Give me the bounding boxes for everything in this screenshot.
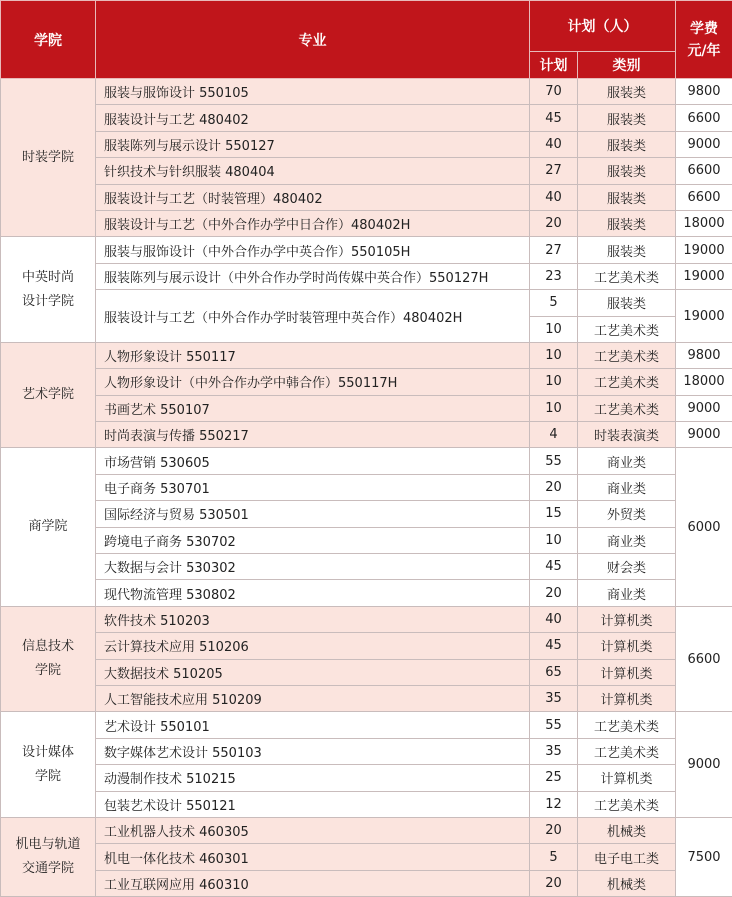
table-row	[1, 210, 732, 236]
table-row	[1, 395, 732, 421]
fee-cell: 6600	[676, 184, 732, 210]
plan-count-cell: 15	[530, 501, 578, 527]
table-row	[1, 422, 732, 448]
table-row	[1, 105, 732, 131]
fee-cell: 18000	[676, 369, 732, 395]
major-cell: 云计算技术应用 510206	[96, 633, 530, 659]
major-cell: 人物形象设计 550117	[96, 342, 530, 368]
table-row	[1, 817, 732, 843]
plan-count-cell: 10	[530, 316, 578, 342]
plan-count-cell: 20	[530, 870, 578, 896]
college-cell	[1, 606, 96, 712]
plan-count-cell: 10	[530, 369, 578, 395]
fee-cell: 6000	[676, 448, 732, 606]
fee-cell: 9800	[676, 79, 732, 105]
table-body	[1, 79, 732, 897]
plan-count-cell: 35	[530, 685, 578, 711]
college-cell	[1, 448, 96, 606]
table-row	[1, 870, 732, 896]
plan-count-cell: 27	[530, 237, 578, 263]
plan-count-cell: 55	[530, 712, 578, 738]
major-cell: 跨境电子商务 530702	[96, 527, 530, 553]
major-cell: 艺术设计 550101	[96, 712, 530, 738]
major-cell: 时尚表演与传播 550217	[96, 422, 530, 448]
fee-header-line2: 元/年	[676, 40, 732, 62]
category-header: 类别	[578, 52, 676, 79]
category-cell: 工艺美术类	[578, 712, 676, 738]
college-name-line: 中英时尚	[1, 266, 95, 290]
category-cell: 外贸类	[578, 501, 676, 527]
fee-header-line1: 学费	[676, 18, 732, 40]
table-row	[1, 712, 732, 738]
fee-cell: 9000	[676, 422, 732, 448]
major-cell: 机电一体化技术 460301	[96, 844, 530, 870]
category-cell: 工艺美术类	[578, 316, 676, 342]
category-cell: 工艺美术类	[578, 263, 676, 289]
major-cell: 人物形象设计（中外合作办学中韩合作）550117H	[96, 369, 530, 395]
plan-count-cell: 55	[530, 448, 578, 474]
fee-cell: 9000	[676, 131, 732, 157]
category-cell: 计算机类	[578, 606, 676, 632]
table-row	[1, 474, 732, 500]
college-cell	[1, 79, 96, 237]
category-cell: 服装类	[578, 210, 676, 236]
category-cell: 商业类	[578, 580, 676, 606]
major-cell: 国际经济与贸易 530501	[96, 501, 530, 527]
table-row	[1, 659, 732, 685]
category-cell: 计算机类	[578, 765, 676, 791]
category-cell: 机械类	[578, 870, 676, 896]
plan-count-header: 计划	[530, 52, 578, 79]
college-name-line: 设计学院	[1, 290, 95, 314]
plan-count-cell: 10	[530, 395, 578, 421]
category-cell: 服装类	[578, 105, 676, 131]
table-row	[1, 685, 732, 711]
category-cell: 服装类	[578, 184, 676, 210]
fee-cell: 7500	[676, 817, 732, 896]
category-cell: 电子电工类	[578, 844, 676, 870]
table-row	[1, 184, 732, 210]
major-cell: 软件技术 510203	[96, 606, 530, 632]
plan-count-cell: 20	[530, 580, 578, 606]
fee-cell: 18000	[676, 210, 732, 236]
table-row	[1, 448, 732, 474]
table-row	[1, 633, 732, 659]
plan-count-cell: 40	[530, 606, 578, 632]
table-row	[1, 79, 732, 105]
category-cell: 服装类	[578, 158, 676, 184]
category-cell: 工艺美术类	[578, 342, 676, 368]
college-name-line: 学院	[1, 765, 95, 789]
table-row	[1, 765, 732, 791]
college-cell	[1, 237, 96, 343]
major-header: 专业	[96, 1, 530, 79]
category-cell: 服装类	[578, 290, 676, 316]
category-cell: 计算机类	[578, 659, 676, 685]
major-cell: 工业互联网应用 460310	[96, 870, 530, 896]
table-row	[1, 738, 732, 764]
plan-count-cell: 45	[530, 554, 578, 580]
plan-count-cell: 20	[530, 210, 578, 236]
category-cell: 计算机类	[578, 633, 676, 659]
plan-count-cell: 23	[530, 263, 578, 289]
major-cell: 大数据与会计 530302	[96, 554, 530, 580]
major-cell: 工业机器人技术 460305	[96, 817, 530, 843]
fee-cell: 6600	[676, 158, 732, 184]
major-cell: 市场营销 530605	[96, 448, 530, 474]
table-row	[1, 369, 732, 395]
college-name-line: 交通学院	[1, 857, 95, 881]
plan-count-cell: 40	[530, 184, 578, 210]
college-header: 学院	[1, 1, 96, 79]
major-cell: 包装艺术设计 550121	[96, 791, 530, 817]
category-cell: 服装类	[578, 79, 676, 105]
college-name-line: 商学院	[1, 515, 95, 539]
major-cell: 服装陈列与展示设计 550127	[96, 131, 530, 157]
plan-count-cell: 70	[530, 79, 578, 105]
category-cell: 商业类	[578, 527, 676, 553]
category-cell: 财会类	[578, 554, 676, 580]
table-row	[1, 342, 732, 368]
category-cell: 商业类	[578, 474, 676, 500]
plan-count-cell: 20	[530, 474, 578, 500]
college-name-line: 机电与轨道	[1, 833, 95, 857]
category-cell: 商业类	[578, 448, 676, 474]
table-row	[1, 606, 732, 632]
fee-cell: 9800	[676, 342, 732, 368]
plan-count-cell: 35	[530, 738, 578, 764]
fee-cell: 19000	[676, 290, 732, 343]
category-cell: 机械类	[578, 817, 676, 843]
fee-cell: 19000	[676, 237, 732, 263]
table-row	[1, 844, 732, 870]
college-cell	[1, 817, 96, 896]
table-row	[1, 554, 732, 580]
college-name-line: 学院	[1, 659, 95, 683]
plan-count-cell: 5	[530, 290, 578, 316]
table-row	[1, 263, 732, 289]
plan-count-cell: 45	[530, 633, 578, 659]
fee-cell: 6600	[676, 105, 732, 131]
major-cell: 现代物流管理 530802	[96, 580, 530, 606]
major-cell: 动漫制作技术 510215	[96, 765, 530, 791]
category-cell: 工艺美术类	[578, 738, 676, 764]
table-row	[1, 791, 732, 817]
category-cell: 服装类	[578, 131, 676, 157]
college-name-line: 信息技术	[1, 635, 95, 659]
table-row	[1, 501, 732, 527]
fee-cell: 19000	[676, 263, 732, 289]
major-cell: 服装陈列与展示设计（中外合作办学时尚传媒中英合作）550127H	[96, 263, 530, 289]
college-name-line: 时装学院	[1, 146, 95, 170]
major-cell: 服装设计与工艺（时装管理）480402	[96, 184, 530, 210]
category-cell: 工艺美术类	[578, 791, 676, 817]
major-cell: 电子商务 530701	[96, 474, 530, 500]
major-cell: 服装设计与工艺 480402	[96, 105, 530, 131]
table-row	[1, 158, 732, 184]
major-cell: 数字媒体艺术设计 550103	[96, 738, 530, 764]
major-cell: 针织技术与针织服装 480404	[96, 158, 530, 184]
plan-count-cell: 4	[530, 422, 578, 448]
plan-count-cell: 27	[530, 158, 578, 184]
table-row	[1, 580, 732, 606]
category-cell: 工艺美术类	[578, 369, 676, 395]
fee-cell: 6600	[676, 606, 732, 712]
table-row	[1, 237, 732, 263]
college-name-line: 设计媒体	[1, 741, 95, 765]
major-cell: 大数据技术 510205	[96, 659, 530, 685]
major-cell: 人工智能技术应用 510209	[96, 685, 530, 711]
plan-count-cell: 20	[530, 817, 578, 843]
fee-cell: 9000	[676, 712, 732, 818]
category-cell: 计算机类	[578, 685, 676, 711]
table-row	[1, 290, 732, 316]
plan-count-cell: 5	[530, 844, 578, 870]
plan-count-cell: 65	[530, 659, 578, 685]
major-cell: 服装与服饰设计（中外合作办学中英合作）550105H	[96, 237, 530, 263]
plan-count-cell: 45	[530, 105, 578, 131]
table-row	[1, 527, 732, 553]
plan-count-cell: 40	[530, 131, 578, 157]
college-name-line: 艺术学院	[1, 383, 95, 407]
plan-header: 计划（人）	[530, 1, 676, 52]
category-cell: 服装类	[578, 237, 676, 263]
table-header	[1, 1, 732, 79]
major-cell: 服装设计与工艺（中外合作办学时装管理中英合作）480402H	[96, 290, 530, 343]
major-cell: 服装与服饰设计 550105	[96, 79, 530, 105]
category-cell: 时装表演类	[578, 422, 676, 448]
major-cell: 服装设计与工艺（中外合作办学中日合作）480402H	[96, 210, 530, 236]
major-cell: 书画艺术 550107	[96, 395, 530, 421]
college-cell	[1, 712, 96, 818]
category-cell: 工艺美术类	[578, 395, 676, 421]
plan-count-cell: 10	[530, 342, 578, 368]
plan-count-cell: 12	[530, 791, 578, 817]
table-row	[1, 131, 732, 157]
fee-header	[676, 1, 732, 79]
college-cell	[1, 342, 96, 448]
fee-cell: 9000	[676, 395, 732, 421]
plan-count-cell: 25	[530, 765, 578, 791]
plan-count-cell: 10	[530, 527, 578, 553]
